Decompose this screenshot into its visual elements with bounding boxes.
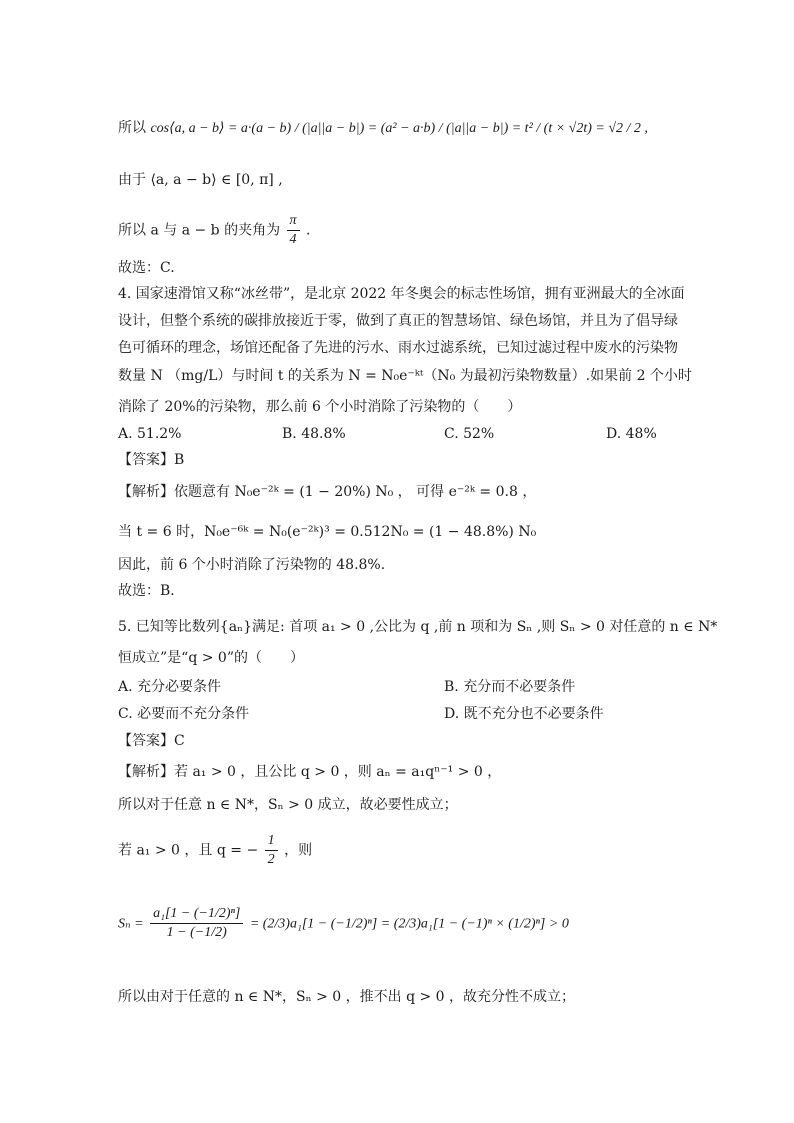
q4-choice: 故选：B．	[118, 583, 185, 599]
q4-option-a: A. 51.2%	[118, 426, 182, 442]
angle-fraction	[287, 212, 300, 249]
sum-formula-numerator: a₁[1 − (−1/2)ⁿ]	[150, 905, 243, 924]
q5-options-row2	[118, 704, 678, 724]
q4-line1: 4. 国家速滑馆又称“冰丝带”，是北京 2022 年冬奥会的标志性场馆，拥有亚洲最大的全冰面	[118, 286, 685, 302]
q4-analysis2: 当 t = 6 时，N₀e⁻⁶ᵏ = N₀(e⁻²ᵏ)³ = 0.512N₀ = (1 − 48.8%) N₀	[118, 524, 537, 540]
sec3-line3-prefix: 所以 a 与 a − b 的夹角为	[118, 222, 281, 239]
q5-options-row1	[118, 677, 678, 697]
q4-options	[118, 424, 678, 444]
q4-line4: 数量 N （mg/L）与时间 t 的关系为 N = N₀e⁻ᵏᵗ（N₀ 为最初污染物数量）.如果前 2 个小时	[118, 368, 692, 384]
angle-fraction-numerator: π	[287, 212, 300, 231]
q5-option-d: D. 既不充分也不必要条件	[444, 706, 604, 722]
q4-option-b: B. 48.8%	[282, 426, 346, 442]
q5-option-b: B. 充分而不必要条件	[444, 679, 576, 695]
q5-conclusion: 所以由对于任意的 n ∈ N*，Sₙ > 0 ，推不出 q > 0 ，故充分性不成立；	[118, 989, 576, 1005]
q4-line3: 色可循环的理念，场馆还配备了先进的污水、雨水过滤系统，已知过滤过程中废水的污染物	[118, 340, 678, 356]
sec3-line1	[118, 118, 648, 139]
q5-analysis3-suffix: ，则	[284, 842, 313, 859]
q5-option-c: C. 必要而不充分条件	[118, 706, 250, 722]
sec3-line3	[118, 212, 310, 249]
sec3-line2: 由于 ⟨a, a − b⟩ ∈ [0, π] ,	[118, 172, 283, 188]
q5-analysis2: 所以对于任意 n ∈ N*，Sₙ > 0 成立，故必要性成立；	[118, 797, 458, 813]
q5-analysis1: 【解析】若 a₁ > 0 ，且公比 q > 0 ，则 aₙ = a₁qⁿ⁻¹ > 0 ，	[118, 764, 502, 780]
q-value-denominator: 2	[267, 852, 275, 867]
q4-analysis1: 【解析】依题意有 N₀e⁻²ᵏ = (1 − 20%) N₀ ， 可得 e⁻²ᵏ = 0.8 ，	[118, 484, 537, 500]
q5-line1: 5. 已知等比数列{aₙ}满足: 首项 a₁ > 0 ,公比为 q ,前 n 项和为 Sₙ ,则 Sₙ > 0 对任意的 n ∈ N*	[118, 619, 718, 635]
sum-formula-fraction	[150, 905, 243, 942]
sum-formula-denominator: 1 − (−1/2)	[166, 925, 227, 940]
q-value-numerator: 1	[265, 832, 278, 851]
sec3-line1-math: cos⟨a, a − b⟩ = a·(a − b) / (|a||a − b|) = (a² − a·b) / (|a||a − b|) = t² / (t × √2t) = √2 / 2 ,	[150, 121, 648, 136]
q5-analysis3	[118, 832, 312, 869]
q4-line2: 设计，但整个系统的碳排放接近于零，做到了真正的智慧场馆、绿色场馆，并且为了倡导绿	[118, 313, 678, 329]
sec3-line1-prefix: 所以	[118, 120, 146, 136]
q4-line5: 消除了 20%的污染物，那么前 6 个小时消除了污染物的（ ）	[118, 399, 522, 415]
q-value-fraction	[265, 832, 278, 869]
sum-formula	[118, 905, 569, 942]
q4-option-d: D. 48%	[606, 426, 657, 442]
q5-option-a: A. 充分必要条件	[118, 679, 222, 695]
sec3-line3-suffix: .	[306, 222, 311, 239]
q5-line2: 恒成立”是“q > 0”的（ ）	[118, 650, 304, 666]
sum-formula-rhs: = (2/3)a₁[1 − (−1/2)ⁿ] = (2/3)a₁[1 − (−1)ⁿ × (1/2)ⁿ] > 0	[249, 916, 569, 932]
q4-option-c: C. 52%	[444, 426, 495, 442]
sum-formula-lhs: Sₙ =	[118, 916, 144, 932]
q5-analysis3-prefix: 若 a₁ > 0 ，且 q = −	[118, 842, 259, 859]
q5-answer: 【答案】C	[118, 733, 185, 749]
sec3-answer: 故选：C.	[118, 260, 175, 276]
q4-answer: 【答案】B	[118, 452, 185, 468]
q4-analysis3: 因此，前 6 个小时消除了污染物的 48.8%.	[118, 557, 386, 573]
angle-fraction-denominator: 4	[289, 232, 297, 247]
